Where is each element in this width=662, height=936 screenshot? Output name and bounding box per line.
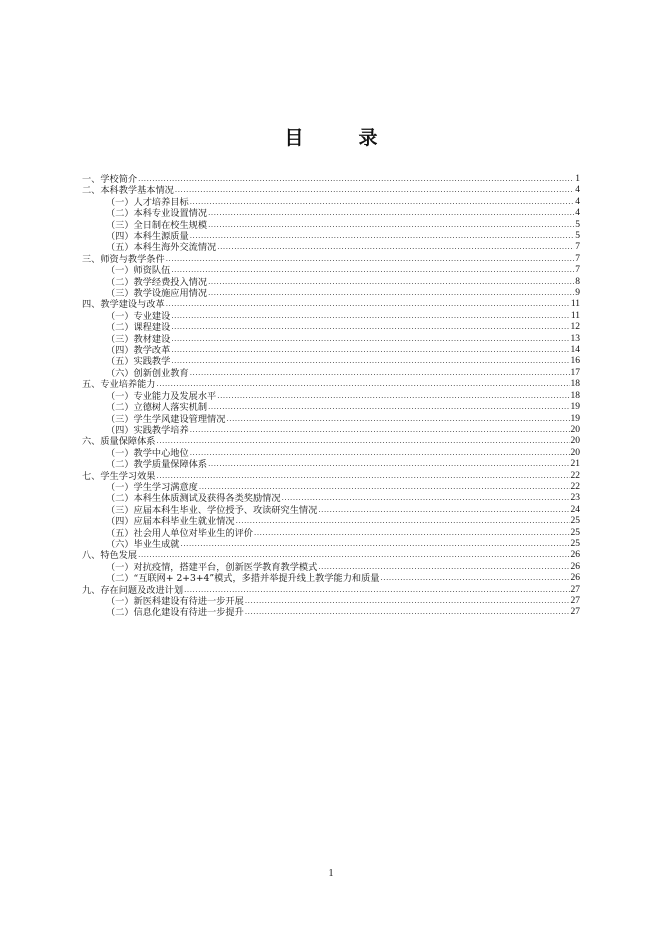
toc-entry-page-number: 7 [575,253,580,264]
toc-entry[interactable] [82,471,580,482]
toc-entry-label: （六）毕业生成就 [106,538,180,550]
toc-subentry[interactable] [82,493,580,504]
toc-subentry[interactable] [82,208,580,219]
toc-entry-label: （六）创新创业教育 [106,367,189,379]
toc-dot-leader [171,345,569,356]
toc-entry-page-number: 22 [570,470,580,481]
toc-entry-page-number: 11 [570,310,580,321]
toc-entry-page-number: 18 [570,379,580,390]
toc-subentry[interactable] [82,197,580,208]
toc-entry-label: （二）教学经费投入情况 [106,276,208,288]
toc-entry-label: （五）本科生海外交流情况 [106,242,217,254]
toc-dot-leader [208,459,569,470]
toc-entry-page-number: 25 [570,538,580,549]
toc-dot-leader [208,402,569,413]
toc-subentry[interactable] [82,448,580,459]
toc-subentry[interactable] [82,242,580,253]
toc-entry-label: （三）教学设施应用情况 [106,288,208,300]
toc-dot-leader [138,550,569,561]
toc-entry-page-number: 19 [570,402,580,413]
toc-subentry[interactable] [82,368,580,379]
toc-entry-page-number: 21 [570,459,580,470]
toc-entry-page-number: 26 [570,561,580,572]
toc-entry-page-number: 16 [570,356,580,367]
toc-entry-page-number: 12 [570,322,580,333]
toc-dot-leader [208,208,574,219]
toc-dot-leader [208,220,574,231]
toc-entry-page-number: 26 [570,573,580,584]
toc-entry-label: 六、质量保障体系 [82,436,156,448]
toc-dot-leader [157,436,570,447]
toc-dot-leader [171,322,569,333]
toc-entry[interactable] [82,436,580,447]
toc-entry-label: （一）对抗疫情，搭建平台，创新医学教育教学模式 [106,561,318,573]
toc-dot-leader [245,596,570,607]
toc-dot-leader [157,471,570,482]
toc-subentry[interactable] [82,322,580,333]
toc-dot-leader [171,311,570,322]
toc-entry-page-number: 20 [570,424,580,435]
toc-entry-page-number: 5 [575,219,580,230]
toc-entry-label: （四）教学改革 [106,345,171,357]
toc-entry-label: （二）信息化建设有待进一步提升 [106,607,244,619]
toc-dot-leader [208,288,574,299]
toc-entry-label: 一、学校简介 [82,173,138,185]
toc-entry-label: （三）学生学风建设管理情况 [106,413,226,425]
toc-entry-label: （三）全日制在校生规模 [106,219,208,231]
toc-dot-leader [226,414,569,425]
toc-entry-page-number: 7 [575,265,580,276]
toc-entry-page-number: 18 [570,390,580,401]
toc-dot-leader [282,493,570,504]
toc-dot-leader [190,231,575,242]
toc-entry[interactable] [82,254,580,265]
toc-entry-label: 五、专业培养能力 [82,379,156,391]
toc-entry-page-number: 1 [575,173,580,184]
toc-entry-page-number: 27 [570,607,580,618]
toc-entry-label: （二）课程建设 [106,322,171,334]
toc-entry-page-number: 17 [570,367,580,378]
toc-entry-label: （一）学生学习满意度 [106,481,198,493]
toc-entry-label: （四）实践教学培养 [106,424,189,436]
toc-subentry[interactable] [82,516,580,527]
toc-subentry[interactable] [82,345,580,356]
toc-subentry[interactable] [82,220,580,231]
toc-subentry[interactable] [82,562,580,573]
toc-dot-leader [138,174,574,185]
toc-entry-label: 四、教学建设与改革 [82,299,165,311]
toc-entry-page-number: 20 [570,436,580,447]
toc-dot-leader [171,357,569,368]
toc-entry-page-number: 24 [570,504,580,515]
toc-subentry[interactable] [82,311,580,322]
toc-entry-page-number: 11 [570,299,580,310]
toc-entry-page-number: 4 [575,196,580,207]
toc-dot-leader [208,277,574,288]
toc-subentry[interactable] [82,414,580,425]
toc-entry-page-number: 26 [570,550,580,561]
toc-entry-page-number: 22 [570,481,580,492]
toc-entry[interactable] [82,174,580,185]
toc-subentry[interactable] [82,334,580,345]
toc-entry-label: （四）本科生源质量 [106,231,189,243]
toc-subentry[interactable] [82,231,580,242]
toc-entry-label: （二）立德树人落实机制 [106,402,208,414]
toc-entry-label: 二、本科教学基本情况 [82,185,174,197]
toc-subentry[interactable] [82,607,580,618]
toc-subentry[interactable] [82,402,580,413]
toc-entry-label: 七、学生学习效果 [82,470,156,482]
toc-dot-leader [166,254,575,265]
toc-dot-leader [217,242,574,253]
toc-dot-leader [236,516,570,527]
toc-entry-page-number: 23 [570,493,580,504]
toc-entry-label: （五）实践教学 [106,356,171,368]
toc-dot-leader [171,265,574,276]
toc-entry[interactable] [82,585,580,596]
table-of-contents [82,174,580,619]
toc-dot-leader [171,334,569,345]
toc-entry-label: （三）教材建设 [106,333,171,345]
toc-entry-page-number: 8 [575,276,580,287]
toc-subentry[interactable] [82,459,580,470]
toc-entry-label: （五）社会用人单位对毕业生的评价 [106,527,253,539]
toc-entry-page-number: 19 [570,413,580,424]
toc-entry-page-number: 27 [570,596,580,607]
toc-entry[interactable] [82,299,580,310]
toc-entry-label: （一）人才培养目标 [106,196,189,208]
toc-subentry[interactable] [82,539,580,550]
toc-entry-label: 九、存在问题及改进计划 [82,584,184,596]
toc-entry-label: （一）专业能力及发展水平 [106,390,217,402]
toc-dot-leader [190,197,575,208]
toc-entry-label: 八、特色发展 [82,550,138,562]
toc-entry-label: 三、师资与教学条件 [82,253,165,265]
toc-entry-label: （二）教学质量保障体系 [106,459,208,471]
toc-dot-leader [175,185,574,196]
toc-entry-page-number: 14 [570,345,580,356]
toc-entry-page-number: 25 [570,527,580,538]
toc-dot-leader [318,505,569,516]
toc-entry-page-number: 4 [575,185,580,196]
toc-subentry[interactable] [82,482,580,493]
toc-entry-page-number: 4 [575,208,580,219]
footer-page-number: 1 [328,868,334,879]
toc-subentry[interactable] [82,288,580,299]
toc-dot-leader [166,299,570,310]
toc-dot-leader [190,448,570,459]
toc-dot-leader [380,573,569,584]
toc-dot-leader [184,585,569,596]
toc-entry-label: （四）应届本科毕业生就业情况 [106,516,235,528]
toc-dot-leader [190,368,570,379]
toc-entry-label: （二）本科生体质测试及获得各类奖励情况 [106,493,281,505]
toc-subentry[interactable] [82,391,580,402]
toc-dot-leader [318,562,569,573]
toc-entry-page-number: 25 [570,516,580,527]
toc-entry-page-number: 27 [570,584,580,595]
toc-subentry[interactable] [82,425,580,436]
toc-dot-leader [245,607,570,618]
toc-entry[interactable] [82,185,580,196]
toc-entry[interactable] [82,550,580,561]
toc-entry-label: （一）专业建设 [106,310,171,322]
toc-entry-label: （三）应届本科生毕业、学位授予、攻读研究生情况 [106,504,318,516]
toc-dot-leader [190,425,570,436]
toc-dot-leader [217,391,569,402]
page-title: 目 录 [284,127,396,149]
toc-dot-leader [181,539,570,550]
toc-dot-leader [254,528,570,539]
toc-dot-leader [157,379,570,390]
toc-entry-page-number: 13 [570,333,580,344]
toc-subentry[interactable] [82,528,580,539]
toc-entry-label: （一）教学中心地位 [106,447,189,459]
toc-subentry[interactable] [82,265,580,276]
toc-entry-page-number: 7 [575,242,580,253]
toc-subentry[interactable] [82,573,580,584]
toc-entry[interactable] [82,379,580,390]
toc-entry-page-number: 5 [575,231,580,242]
toc-subentry[interactable] [82,505,580,516]
toc-subentry[interactable] [82,357,580,368]
toc-entry-page-number: 20 [570,447,580,458]
toc-subentry[interactable] [82,596,580,607]
toc-entry-label: （二）本科专业设置情况 [106,208,208,220]
toc-entry-label: （二）“互联网+ 2+3+4”模式，多措并举提升线上教学能力和质量 [106,573,380,585]
toc-subentry[interactable] [82,277,580,288]
toc-entry-label: （一）新医科建设有待进一步开展 [106,596,244,608]
toc-entry-label: （一）师资队伍 [106,265,171,277]
toc-entry-page-number: 9 [575,288,580,299]
toc-dot-leader [199,482,570,493]
